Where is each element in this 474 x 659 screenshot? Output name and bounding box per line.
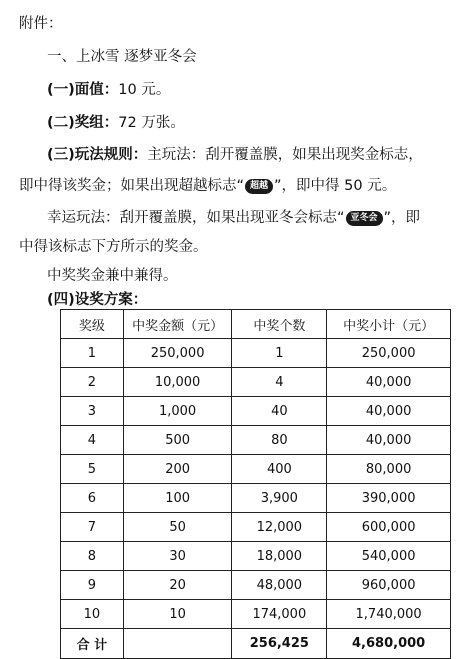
table-row xyxy=(61,542,451,571)
cell-level: 6 xyxy=(61,484,124,513)
cell-level: 2 xyxy=(61,368,124,397)
chaoyue-badge-icon: 超越 xyxy=(245,179,273,194)
cell-amount: 250,000 xyxy=(123,339,232,368)
cell-count: 18,000 xyxy=(232,542,327,571)
lucky-end: ”，即 xyxy=(383,210,421,226)
cell-count: 4 xyxy=(232,368,327,397)
attachment-label: 附件： xyxy=(19,16,63,32)
cell-subtotal: 80,000 xyxy=(327,455,451,484)
cell-subtotal: 1,740,000 xyxy=(327,600,451,629)
total-cell-count: 256,425 xyxy=(232,629,327,659)
cell-level: 8 xyxy=(61,542,124,571)
face-value-label: (一)面值： xyxy=(47,82,119,98)
cell-count: 174,000 xyxy=(232,600,327,629)
cell-amount: 200 xyxy=(123,455,232,484)
cell-level: 3 xyxy=(61,397,124,426)
cell-amount: 30 xyxy=(123,542,232,571)
cell-count: 400 xyxy=(232,455,327,484)
total-cell-amount xyxy=(123,629,232,659)
cell-subtotal: 40,000 xyxy=(327,397,451,426)
cell-level: 7 xyxy=(61,513,124,542)
cell-count: 3,900 xyxy=(232,484,327,513)
header-level: 奖级 xyxy=(61,310,124,339)
cell-amount: 1,000 xyxy=(123,397,232,426)
header-subtotal: 中奖小计（元） xyxy=(327,310,451,339)
face-value-line xyxy=(47,80,170,100)
cell-level: 9 xyxy=(61,571,124,600)
rules-line2-end: ”，即中得 50 元。 xyxy=(274,178,397,194)
cell-amount: 10,000 xyxy=(123,368,232,397)
face-value-text: 10 元。 xyxy=(118,82,171,98)
cell-subtotal: 600,000 xyxy=(327,513,451,542)
total-cell-subtotal: 4,680,000 xyxy=(327,629,451,659)
prize-table xyxy=(60,309,451,659)
lucky-line-1 xyxy=(47,208,420,228)
cell-subtotal: 540,000 xyxy=(327,542,451,571)
prize-table-body xyxy=(61,310,451,659)
cell-level: 10 xyxy=(61,600,124,629)
rules-line-2 xyxy=(19,176,396,196)
cell-amount: 50 xyxy=(123,513,232,542)
table-row xyxy=(61,455,451,484)
rules-label: (三)玩法规则： xyxy=(47,147,148,163)
cell-subtotal: 960,000 xyxy=(327,571,451,600)
cell-count: 80 xyxy=(232,426,327,455)
cell-count: 40 xyxy=(232,397,327,426)
prize-group-line xyxy=(47,113,185,133)
cell-amount: 100 xyxy=(123,484,232,513)
scheme-label: (四)设奖方案： xyxy=(47,292,148,308)
cell-level: 4 xyxy=(61,426,124,455)
cell-amount: 10 xyxy=(123,600,232,629)
table-row xyxy=(61,600,451,629)
rules-line-1 xyxy=(47,145,423,165)
cell-amount: 20 xyxy=(123,571,232,600)
header-count: 中奖个数 xyxy=(232,310,327,339)
table-row xyxy=(61,426,451,455)
cell-level: 5 xyxy=(61,455,124,484)
table-row xyxy=(61,397,451,426)
table-row xyxy=(61,484,451,513)
cell-subtotal: 250,000 xyxy=(327,339,451,368)
total-cell-level: 合 计 xyxy=(61,629,124,659)
header-amount: 中奖金额（元） xyxy=(123,310,232,339)
table-row xyxy=(61,571,451,600)
cell-subtotal: 40,000 xyxy=(327,426,451,455)
cell-subtotal: 390,000 xyxy=(327,484,451,513)
table-total-row xyxy=(61,629,451,659)
lucky-line-2: 中得该标志下方所示的奖金。 xyxy=(19,239,208,255)
table-row xyxy=(61,513,451,542)
table-row xyxy=(61,339,451,368)
combined-prize-line: 中奖奖金兼中兼得。 xyxy=(47,268,178,284)
cell-amount: 500 xyxy=(123,426,232,455)
table-row xyxy=(61,368,451,397)
cell-count: 1 xyxy=(232,339,327,368)
prize-group-text: 72 万张。 xyxy=(118,115,185,131)
cell-subtotal: 40,000 xyxy=(327,368,451,397)
prize-group-label: (二)奖组： xyxy=(47,115,119,131)
section-title: 一、上冰雪 逐梦亚冬会 xyxy=(47,49,197,65)
yadonghui-badge-icon: 亚冬会 xyxy=(346,211,383,226)
rules-main-text: 主玩法：刮开覆盖膜，如果出现奖金标志， xyxy=(147,147,423,163)
table-header-row xyxy=(61,310,451,339)
rules-line2-start: 即中得该奖金；如果出现超越标志“ xyxy=(19,178,245,194)
lucky-start: 幸运玩法：刮开覆盖膜，如果出现亚冬会标志“ xyxy=(47,210,345,226)
cell-count: 48,000 xyxy=(232,571,327,600)
cell-count: 12,000 xyxy=(232,513,327,542)
cell-level: 1 xyxy=(61,339,124,368)
